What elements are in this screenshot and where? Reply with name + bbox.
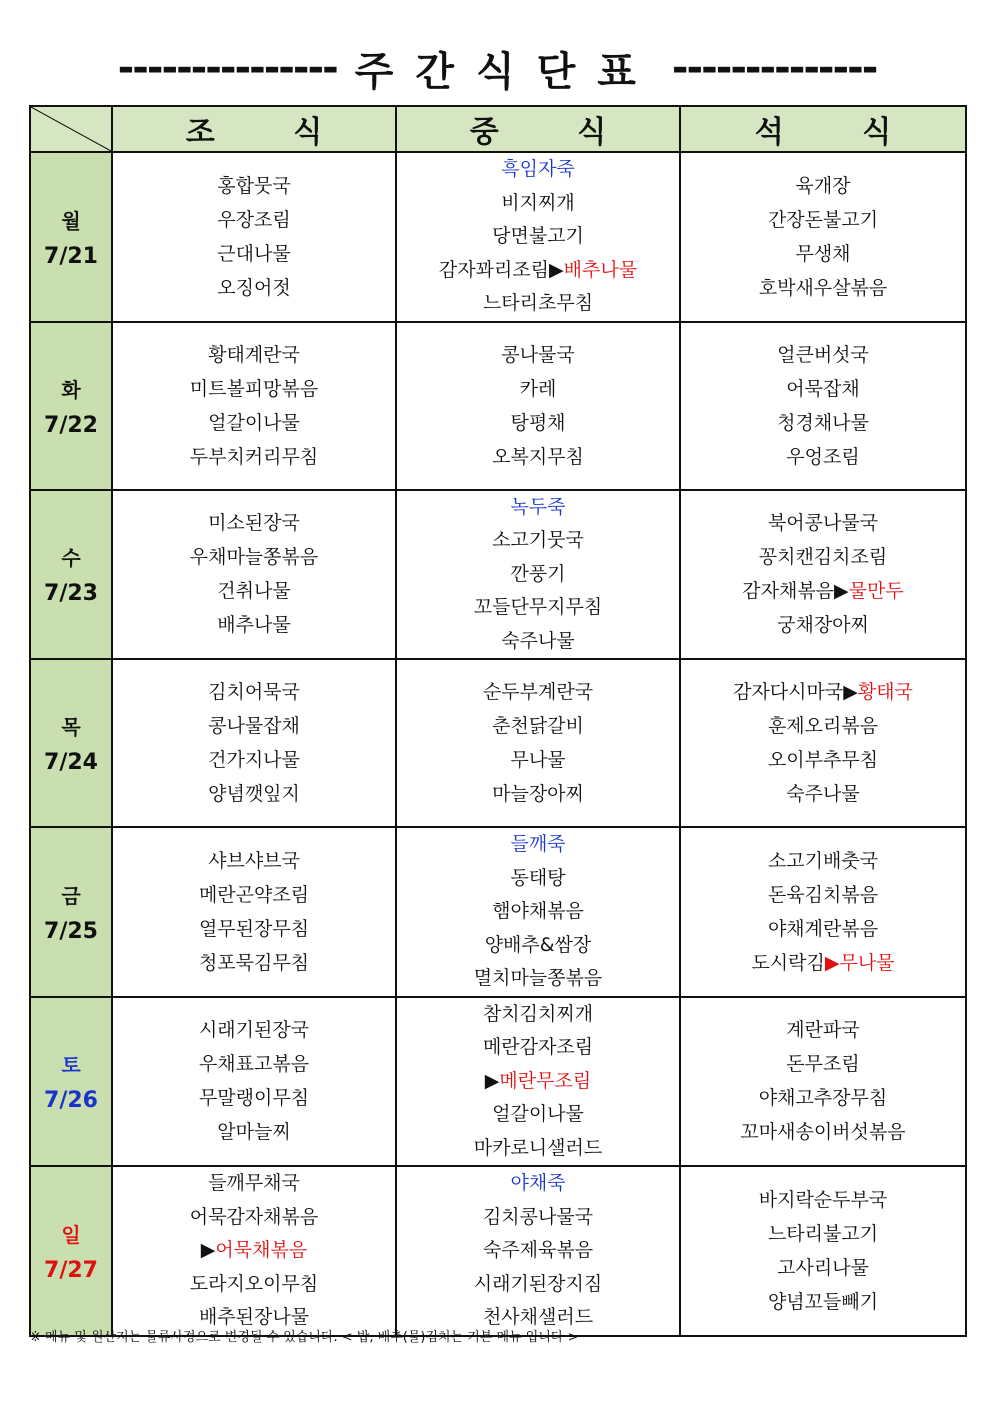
dish-text: 황태계란국 (208, 343, 300, 366)
dish-text: 숙주나물 (501, 629, 575, 652)
dish-text: 우채표고볶음 (198, 1053, 310, 1076)
day-name: 수 (61, 546, 81, 571)
dish-text: 두부치커리무침 (189, 445, 319, 468)
day-row (30, 1166, 966, 1336)
lunch-cell (396, 997, 680, 1167)
day-label (30, 827, 112, 997)
menu-item (397, 220, 679, 254)
dish-text: 도라지오이무침 (189, 1272, 319, 1295)
dish-text: 도시락김 (751, 951, 825, 974)
menu-item (113, 406, 395, 440)
lunch-cell (396, 152, 680, 322)
dish-text: 얼갈이나물 (492, 1103, 584, 1125)
dish-text: 춘천닭갈비 (492, 715, 584, 737)
breakfast-cell (112, 322, 396, 490)
dish-text: 꽁치캔김치조림 (758, 546, 888, 569)
menu-item (113, 237, 395, 271)
alternate-dish: ▶무나물 (824, 951, 895, 974)
menu-item (397, 929, 679, 963)
menu-item (113, 878, 395, 912)
menu-item (397, 440, 679, 474)
porridge-dish: 녹두죽 (510, 495, 566, 518)
menu-item (681, 878, 965, 912)
menu-item (397, 1234, 679, 1268)
day-label (30, 490, 112, 660)
menu-item (397, 254, 679, 288)
menu-item (113, 271, 395, 305)
corner-cell (30, 106, 112, 152)
menu-item (681, 406, 965, 440)
menu-item (397, 625, 679, 659)
menu-item (113, 169, 395, 203)
menu-item (113, 1047, 395, 1081)
dinner-cell (680, 997, 966, 1167)
dish-text: 마늘장아찌 (492, 783, 584, 805)
dish-text: 순두부계란국 (482, 681, 594, 703)
dish-text: 호박새우살볶음 (758, 276, 888, 299)
dish-text: 소고기배춧국 (767, 849, 879, 872)
day-name: 화 (61, 377, 81, 402)
dish-text: 배추나물 (217, 614, 291, 637)
dish-text: 우채마늘쫑볶음 (189, 546, 319, 569)
menu-item (113, 1081, 395, 1115)
menu-item (397, 675, 679, 709)
dish-text: 북어콩나물국 (767, 512, 879, 535)
day-label (30, 152, 112, 322)
dish-text: 어묵잡채 (786, 377, 860, 400)
dinner-cell (680, 322, 966, 490)
alternate-dish: 물만두 (848, 580, 904, 603)
menu-item (681, 777, 965, 811)
day-name: 금 (61, 883, 81, 908)
breakfast-cell (112, 997, 396, 1167)
dish-text: 메란곤약조림 (198, 883, 310, 906)
day-name: 목 (61, 715, 81, 739)
dish-text: 양배추&쌈장 (484, 933, 592, 956)
menu-item (681, 1081, 965, 1115)
day-name: 월 (61, 208, 81, 233)
menu-item (681, 1013, 965, 1047)
dish-text: 바지락순두부국 (758, 1188, 888, 1211)
dish-text: 동태탕 (510, 866, 566, 889)
dish-text: 궁채장아찌 (777, 614, 869, 637)
day-date: 7/24 (44, 750, 98, 775)
dish-text: 들깨무채국 (208, 1172, 300, 1194)
day-row (30, 827, 966, 997)
day-date: 7/22 (44, 412, 98, 438)
menu-item (681, 844, 965, 878)
menu-item (113, 1167, 395, 1201)
menu-item (681, 203, 965, 237)
dish-text: 무나물 (510, 749, 566, 771)
menu-item (681, 1115, 965, 1149)
dinner-cell (680, 659, 966, 827)
dish-text: 감자꽈리조림▶ (438, 258, 564, 281)
dish-text: 느타리불고기 (767, 1222, 879, 1245)
header-dinner: 석 식 (680, 106, 966, 152)
lunch-cell (396, 827, 680, 997)
menu-item (681, 1285, 965, 1319)
menu-item (113, 1013, 395, 1047)
dish-text: 근대나물 (217, 242, 291, 265)
dish-text: 돈육김치볶음 (767, 883, 879, 906)
menu-item (681, 1251, 965, 1285)
menu-item (681, 1183, 965, 1217)
dish-text: 계란파국 (786, 1019, 860, 1042)
dish-text: 우장조림 (217, 208, 291, 231)
lunch-cell (396, 659, 680, 827)
day-row (30, 659, 966, 827)
menu-item (397, 962, 679, 996)
menu-item (113, 540, 395, 574)
dish-text: 양념깻잎지 (208, 783, 300, 805)
day-date: 7/27 (44, 1257, 98, 1283)
diagonal-line (31, 107, 111, 151)
breakfast-cell (112, 490, 396, 660)
menu-item (113, 203, 395, 237)
day-name: 일 (61, 1222, 81, 1247)
menu-item (397, 187, 679, 221)
dish-text: 소고기뭇국 (492, 529, 584, 551)
day-label (30, 659, 112, 827)
lunch-cell (396, 322, 680, 490)
menu-item (681, 743, 965, 777)
menu-item (397, 153, 679, 187)
dish-text: 알마늘찌 (217, 1121, 291, 1144)
dish-text: 미트볼피망볶음 (189, 377, 319, 400)
header-row (30, 106, 966, 152)
breakfast-cell (112, 1166, 396, 1336)
menu-item (681, 372, 965, 406)
day-row (30, 322, 966, 490)
dish-text: 김치콩나물국 (482, 1205, 594, 1228)
alternate-dish: 메란무조림 (499, 1069, 592, 1092)
menu-item (681, 946, 965, 980)
menu-item (113, 1234, 395, 1268)
menu-item (681, 237, 965, 271)
header-breakfast: 조 식 (112, 106, 396, 152)
porridge-dish: 들깨죽 (510, 833, 566, 855)
menu-body (30, 152, 966, 1336)
dish-text: ▶ (200, 1239, 216, 1261)
menu-item (397, 709, 679, 743)
menu-item (397, 998, 679, 1032)
menu-item (397, 591, 679, 625)
menu-item (397, 524, 679, 558)
day-date: 7/26 (44, 1088, 98, 1114)
weekly-menu-table (29, 105, 967, 1337)
dish-text: 당면불고기 (492, 225, 584, 247)
menu-item (113, 743, 395, 777)
menu-item (397, 287, 679, 321)
menu-item (397, 406, 679, 440)
dish-text: 꼬들단무지무침 (473, 596, 603, 618)
dish-text: 천사채샐러드 (482, 1306, 594, 1328)
menu-item (397, 338, 679, 372)
dish-text: 감자채볶음▶ (742, 580, 849, 603)
dish-text: 얼갈이나물 (208, 411, 300, 434)
day-row (30, 490, 966, 660)
dish-text: 비지찌개 (501, 191, 575, 214)
menu-item (113, 1115, 395, 1149)
dish-text: 숙주나물 (786, 783, 860, 805)
lunch-cell (396, 1166, 680, 1336)
dish-text: 야채고추장무침 (758, 1087, 888, 1110)
dish-text: 카레 (519, 377, 557, 400)
header-lunch: 중 식 (396, 106, 680, 152)
dish-text: 훈제오리볶음 (767, 715, 879, 737)
menu-item (397, 1065, 679, 1099)
menu-item (397, 743, 679, 777)
menu-item (113, 506, 395, 540)
menu-item (681, 1047, 965, 1081)
day-row (30, 997, 966, 1167)
menu-item (113, 608, 395, 642)
menu-item (397, 1132, 679, 1166)
menu-item (681, 271, 965, 305)
dish-text: 청경채나물 (777, 411, 869, 434)
menu-item (113, 338, 395, 372)
dish-text: 샤브샤브국 (208, 849, 300, 872)
menu-item (681, 1217, 965, 1251)
dish-text: 건가지나물 (208, 749, 300, 771)
title-text: 주간식단표 (354, 48, 658, 95)
dinner-cell (680, 1166, 966, 1336)
dish-text: 돈무조림 (786, 1053, 860, 1076)
dish-text: 김치어묵국 (208, 681, 300, 703)
dish-text: 무말랭이무침 (198, 1087, 310, 1110)
menu-item (397, 895, 679, 929)
footnote: ※ 메뉴 및 원산지는 물류사정으로 변경될 수 있습니다. < 밥, 배추(물)김치는 기본 메뉴 입니다 > (30, 1330, 579, 1345)
menu-item (397, 862, 679, 896)
menu-item (681, 440, 965, 474)
day-label (30, 1166, 112, 1336)
menu-item (113, 440, 395, 474)
dinner-cell (680, 827, 966, 997)
menu-item (681, 608, 965, 642)
menu-item (681, 540, 965, 574)
menu-item (113, 912, 395, 946)
dish-text: 건취나물 (217, 580, 291, 603)
dish-text: 숙주제육볶음 (482, 1239, 594, 1261)
menu-item (113, 946, 395, 980)
page-title (30, 38, 964, 98)
menu-item (113, 1268, 395, 1302)
menu-item (397, 491, 679, 525)
dish-text: 홍합뭇국 (217, 174, 291, 197)
breakfast-cell (112, 152, 396, 322)
menu-item (397, 1031, 679, 1065)
menu-item (113, 777, 395, 811)
dish-text: 얼큰버섯국 (777, 343, 869, 366)
menu-item (397, 1167, 679, 1201)
dish-text: 우엉조림 (786, 445, 860, 468)
dish-text: 배추된장나물 (198, 1306, 310, 1328)
menu-item (681, 912, 965, 946)
breakfast-cell (112, 827, 396, 997)
day-label (30, 997, 112, 1167)
dish-text: 햄야채볶음 (492, 900, 584, 922)
dish-text: 미소된장국 (208, 512, 300, 535)
dish-text: 꼬마새송이버섯볶음 (740, 1121, 906, 1144)
breakfast-cell (112, 659, 396, 827)
menu-item (681, 506, 965, 540)
dish-text: 고사리나물 (777, 1256, 869, 1279)
dish-text: 감자다시마국▶ (733, 681, 858, 703)
dish-text: 멸치마늘쫑볶음 (473, 967, 603, 989)
menu-item (397, 558, 679, 592)
title-left-dashes: --------------- (117, 45, 337, 91)
menu-item (681, 675, 965, 709)
menu-item (113, 844, 395, 878)
menu-item (113, 574, 395, 608)
menu-item (681, 338, 965, 372)
dish-text: 무생채 (795, 242, 851, 265)
day-date: 7/25 (44, 918, 98, 944)
dish-text: 오징어젓 (217, 276, 291, 299)
menu-item (397, 1268, 679, 1302)
dish-text: 마카로니샐러드 (473, 1136, 603, 1159)
dinner-cell (680, 490, 966, 660)
porridge-dish: 야채죽 (510, 1172, 566, 1194)
day-name: 토 (61, 1053, 81, 1078)
dish-text: 어묵감자채볶음 (189, 1205, 319, 1228)
lunch-cell (396, 490, 680, 660)
dish-text: 오복지무침 (492, 445, 584, 468)
dish-text: 간장돈불고기 (767, 208, 879, 231)
menu-item (681, 169, 965, 203)
alternate-dish: 배추나물 (563, 258, 638, 281)
dish-text: 깐풍기 (510, 562, 566, 585)
alternate-dish: 황태국 (857, 681, 913, 703)
dish-text: ▶ (484, 1069, 500, 1092)
menu-item (397, 1201, 679, 1235)
dish-text: 시래기된장국 (198, 1019, 310, 1042)
dish-text: 메란감자조림 (482, 1036, 594, 1058)
menu-item (681, 709, 965, 743)
day-row (30, 152, 966, 322)
day-label (30, 322, 112, 490)
dish-text: 느타리초무침 (482, 292, 594, 314)
dinner-cell (680, 152, 966, 322)
menu-item (681, 574, 965, 608)
menu-item (397, 1098, 679, 1132)
dish-text: 콩나물국 (501, 343, 575, 366)
menu-item (113, 709, 395, 743)
dish-text: 양념꼬들빼기 (767, 1290, 879, 1313)
dish-text: 참치김치찌개 (482, 1002, 594, 1025)
dish-text: 오이부추무침 (767, 749, 879, 771)
day-date: 7/21 (44, 243, 98, 269)
dish-text: 콩나물잡채 (208, 715, 300, 737)
dish-text: 열무된장무침 (198, 917, 310, 940)
dish-text: 시래기된장지짐 (473, 1272, 603, 1295)
menu-item (113, 1201, 395, 1235)
menu-item (397, 372, 679, 406)
menu-item (397, 828, 679, 862)
dish-text: 탕평채 (510, 411, 566, 434)
alternate-dish: 어묵채볶음 (215, 1239, 308, 1261)
menu-item (397, 777, 679, 811)
menu-item (113, 675, 395, 709)
dish-text: 육개장 (795, 174, 851, 197)
menu-item (113, 372, 395, 406)
dish-text: 야채계란볶음 (767, 917, 879, 940)
dish-text: 청포묵김무침 (198, 951, 310, 974)
title-right-dashes: -------------- (671, 45, 877, 91)
porridge-dish: 흑임자죽 (501, 158, 575, 180)
day-date: 7/23 (44, 581, 98, 607)
